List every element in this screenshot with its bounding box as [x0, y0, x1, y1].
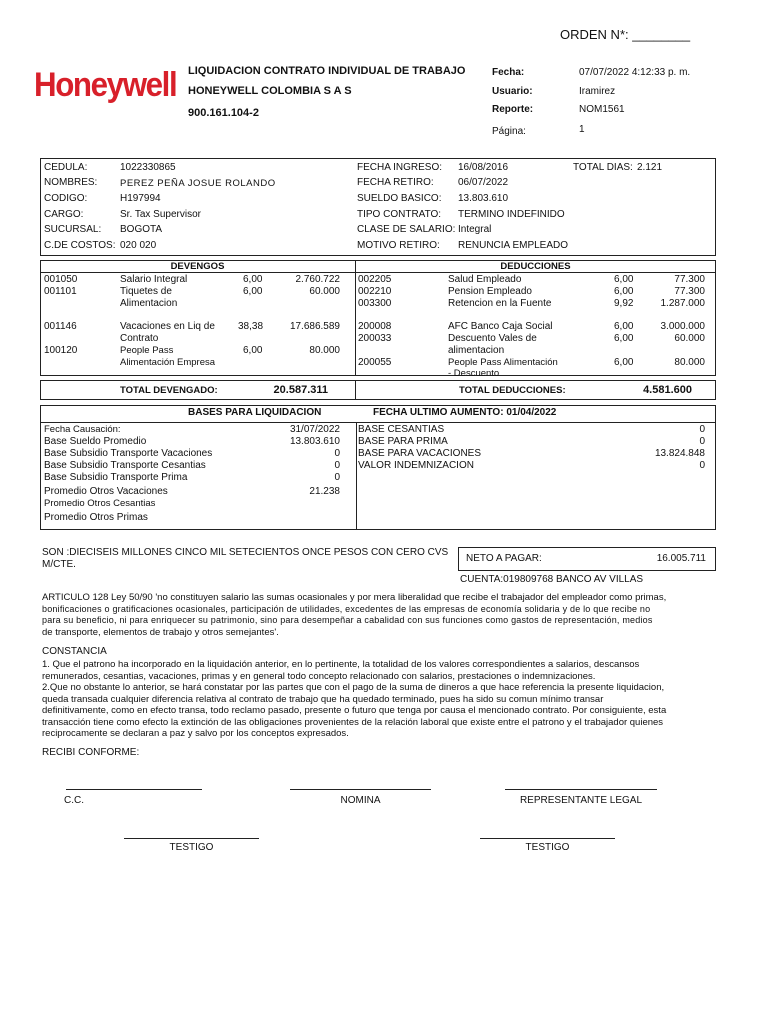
- devengo-amount: 80.000: [309, 345, 340, 356]
- devengo-days: 6,00: [243, 345, 263, 356]
- document-title: LIQUIDACION CONTRATO INDIVIDUAL DE TRABAJO: [188, 65, 466, 77]
- retiro-value: 06/07/2022: [458, 177, 509, 188]
- articulo-line: para su beneficio, ni para enriquecer su patrimonio, sino para desempeñar a cabalidad con sus funciones como gastos de representación, medios: [42, 615, 653, 625]
- deduccion-desc: AFC Banco Caja Social: [448, 321, 553, 332]
- base-right-value: 13.824.848: [654, 448, 705, 459]
- ingreso-value: 16/08/2016: [458, 162, 509, 173]
- total-devengado-value: 20.587.311: [273, 384, 328, 396]
- reporte-label: Reporte:: [492, 104, 534, 115]
- devengo-amount: 17.686.589: [289, 321, 340, 332]
- usuario-label: Usuario:: [492, 86, 533, 97]
- cargo-label: CARGO:: [44, 209, 84, 220]
- costos-label: C.DE COSTOS:: [44, 240, 116, 251]
- devengos-header: DEVENGOS: [170, 261, 225, 272]
- usuario-value: Iramirez: [579, 86, 616, 97]
- cedula-value: 1022330865: [120, 162, 176, 173]
- deduccion-days: 6,00: [614, 357, 634, 368]
- tipo-label: TIPO CONTRATO:: [357, 209, 442, 220]
- signature-line-nomina: [290, 789, 431, 790]
- deduccion-amount: 3.000.000: [660, 321, 705, 332]
- base-value: 0: [334, 448, 340, 459]
- deduccion-code: 002205: [358, 274, 392, 285]
- devengo-code: 001050: [44, 274, 78, 285]
- signature-nomina-label: NOMINA: [340, 795, 381, 806]
- devengo-desc: People Pass Alimentación Empresa: [120, 345, 216, 368]
- son-text-line1: SON :DIECISEIS MILLONES CINCO MIL SETECIENTOS ONCE PESOS CON CERO CVS: [42, 547, 449, 558]
- items-column-divider: [355, 260, 356, 376]
- base-right-value: 0: [699, 436, 705, 447]
- base-right-value: 0: [699, 460, 705, 471]
- base-label: Base Sueldo Promedio: [44, 436, 147, 447]
- cedula-label: CEDULA:: [44, 162, 88, 173]
- deduccion-code: 200008: [358, 321, 392, 332]
- deduccion-amount: 60.000: [674, 333, 705, 344]
- clase-value: Integral: [458, 224, 492, 235]
- deduccion-desc: Salud Empleado: [448, 274, 522, 285]
- deduccion-days: 9,92: [614, 298, 634, 309]
- base-right-label: VALOR INDEMNIZACION: [358, 460, 474, 471]
- signature-testigo2-label: TESTIGO: [525, 842, 570, 853]
- signature-representante-label: REPRESENTANTE LEGAL: [519, 795, 643, 806]
- deduccion-amount: 77.300: [674, 274, 705, 285]
- base-right-label: BASE PARA VACACIONES: [358, 448, 482, 459]
- pagina-label: Página:: [492, 126, 526, 137]
- costos-value: 020 020: [120, 240, 157, 251]
- sucursal-label: SUCURSAL:: [44, 224, 102, 235]
- articulo-line: de transporte, elementos de trabajo y otros semejantes'.: [42, 626, 279, 638]
- reporte-value: NOM1561: [579, 104, 625, 115]
- devengo-amount: 2.760.722: [295, 274, 340, 285]
- signature-cc-label: C.C.: [64, 795, 84, 806]
- base-right-label: BASE PARA PRIMA: [358, 436, 448, 447]
- sueldo-value: 13.803.610: [458, 193, 509, 204]
- pagina-value: 1: [579, 124, 585, 135]
- deduccion-days: 6,00: [614, 321, 634, 332]
- deduccion-code: 200033: [358, 333, 392, 344]
- base-label: Promedio Otros Vacaciones: [44, 486, 168, 497]
- cuenta-text: CUENTA:019809768 BANCO AV VILLAS: [460, 574, 644, 585]
- deduccion-days: 6,00: [614, 286, 634, 297]
- devengo-desc: Tiquetes de Alimentacion: [120, 286, 178, 309]
- devengo-amount: 60.000: [309, 286, 340, 297]
- devengo-desc: Vacaciones en Liq de Contrato: [120, 321, 215, 344]
- base-label: Promedio Otros Primas: [44, 512, 148, 523]
- company-logo: Honeywell: [34, 66, 177, 104]
- base-label: Base Subsidio Transporte Vacaciones: [44, 448, 213, 459]
- ultimo-aumento: FECHA ULTIMO AUMENTO: 01/04/2022: [373, 407, 557, 418]
- signature-line-testigo2: [480, 838, 615, 839]
- constancia-line: remunerados, cesantias, vacaciones, primas y en general todo concepto relacionado con salarios, prestaciones o indemnizaciones.: [42, 670, 596, 682]
- deduccion-desc: People Pass Alimentación - Descuento: [448, 357, 558, 379]
- base-label: Fecha Causación:: [44, 424, 121, 435]
- deduccion-days: 6,00: [614, 274, 634, 285]
- recibi-conforme: RECIBI CONFORME:: [42, 747, 140, 758]
- total-devengado-label: TOTAL DEVENGADO:: [120, 385, 218, 396]
- deduccion-code: 002210: [358, 286, 392, 297]
- deduccion-code: 200055: [358, 357, 392, 368]
- deduccion-amount: 80.000: [674, 357, 705, 368]
- devengo-code: 001146: [44, 321, 77, 332]
- deduccion-desc: Retencion en la Fuente: [448, 298, 552, 309]
- articulo-line: bonificaciones o gratificaciones ocasionales, participación de utilidades, excedentes de las empresas de economía solidaria y de lo que recibe no: [42, 603, 651, 614]
- deduccion-amount: 77.300: [674, 286, 705, 297]
- motivo-label: MOTIVO RETIRO:: [357, 240, 440, 251]
- devengo-desc: Salario Integral: [120, 274, 188, 285]
- bases-header-divider: [40, 422, 716, 423]
- constancia-line: reciprocamente se declaran a paz y salvo por los conceptos expresados.: [42, 728, 349, 739]
- constancia-line: 1. Que el patrono ha incorporado en la liquidación anterior, en lo pertinente, la totalidad de los valores correspondientes a salarios, descansos: [42, 659, 640, 670]
- total-deducciones-label: TOTAL DEDUCCIONES:: [459, 385, 566, 396]
- total-dias-value: 2.121: [637, 162, 663, 173]
- bases-header: BASES PARA LIQUIDACION: [188, 407, 322, 418]
- constancia-paragraph: [42, 659, 714, 740]
- codigo-value: H197994: [120, 193, 161, 204]
- codigo-label: CODIGO:: [44, 193, 88, 204]
- nombres-label: NOMBRES:: [44, 177, 98, 188]
- devengo-days: 6,00: [243, 286, 263, 297]
- base-value: 21.238: [309, 486, 340, 497]
- cargo-value: Sr. Tax Supervisor: [120, 209, 201, 220]
- company-nit: 900.161.104-2: [188, 107, 259, 119]
- son-text-line2: M/CTE.: [42, 559, 76, 570]
- constancia-line: 2.Que no obstante lo anterior, se hará constatar por las partes que con el pago de la suma de dineros a que hace referencia la presente liquidacion,: [42, 682, 665, 693]
- base-value: 31/07/2022: [289, 424, 340, 435]
- articulo-paragraph: [42, 592, 714, 638]
- fecha-value: 07/07/2022 4:12:33 p. m.: [579, 67, 691, 78]
- base-right-label: BASE CESANTIAS: [358, 424, 445, 435]
- signature-line-testigo1: [124, 838, 259, 839]
- devengo-code: 100120: [44, 345, 78, 356]
- deduccion-days: 6,00: [614, 333, 634, 344]
- deduccion-code: 003300: [358, 298, 392, 309]
- constancia-line: queda transada cualquier diferencia relativa al contrato de trabajo que ha quedado terminado, pues ha sido su comun mínimo transar: [42, 693, 604, 705]
- devengo-code: 001101: [44, 286, 77, 297]
- articulo-line: ARTICULO 128 Ley 50/90 'no constituyen salario las sumas ocasionales y por mera liberalidad que recibe el trabajador del empleador como primas,: [42, 592, 667, 603]
- devengo-days: 38,38: [238, 321, 264, 332]
- base-label: Base Subsidio Transporte Prima: [44, 472, 188, 483]
- items-header-divider: [40, 272, 716, 273]
- constancia-line: transacción tiene como efecto la extinción de las obligaciones provenientes de la relación laboral que existe entre el patrono y el trabajador quienes: [42, 716, 664, 728]
- ingreso-label: FECHA INGRESO:: [357, 162, 443, 173]
- base-value: 0: [334, 460, 340, 471]
- neto-label: NETO A PAGAR:: [466, 553, 542, 564]
- orden-number: ORDEN N*: ________: [560, 27, 691, 42]
- base-right-value: 0: [699, 424, 705, 435]
- deducciones-header: DEDUCCIONES: [500, 261, 571, 272]
- base-label: Base Subsidio Transporte Cesantias: [44, 460, 206, 471]
- sueldo-label: SUELDO BASICO:: [357, 193, 442, 204]
- signature-line-cc: [66, 789, 202, 790]
- fecha-label: Fecha:: [492, 67, 525, 78]
- company-name: HONEYWELL COLOMBIA S A S: [188, 85, 352, 97]
- tipo-value: TERMINO INDEFINIDO: [458, 209, 565, 220]
- deduccion-desc: Descuento Vales de alimentacion: [448, 333, 537, 356]
- signature-testigo1-label: TESTIGO: [169, 842, 214, 853]
- neto-value: 16.005.711: [656, 553, 706, 564]
- base-label: Promedio Otros Cesantias: [44, 498, 156, 509]
- retiro-label: FECHA RETIRO:: [357, 177, 434, 188]
- deduccion-desc: Pension Empleado: [448, 286, 532, 297]
- motivo-value: RENUNCIA EMPLEADO: [458, 240, 569, 251]
- constancia-title: CONSTANCIA: [42, 646, 107, 657]
- nombres-value: PEREZ PEÑA JOSUE ROLANDO: [120, 178, 276, 189]
- signature-line-representante: [505, 789, 657, 790]
- base-value: 0: [334, 472, 340, 483]
- total-dias-label: TOTAL DIAS:: [573, 162, 633, 173]
- clase-label: CLASE DE SALARIO:: [357, 224, 456, 235]
- devengo-days: 6,00: [243, 274, 263, 285]
- constancia-line: definitivamente, como en efecto transa, todo reclamo pasado, presente o futuro que tenga por causa el mencionado contrato. Por consiguiente, esta: [42, 705, 667, 716]
- base-value: 13.803.610: [289, 436, 340, 447]
- sucursal-value: BOGOTA: [120, 224, 163, 235]
- deduccion-amount: 1.287.000: [660, 298, 705, 309]
- bases-column-divider: [356, 422, 357, 530]
- total-deducciones-value: 4.581.600: [643, 384, 692, 396]
